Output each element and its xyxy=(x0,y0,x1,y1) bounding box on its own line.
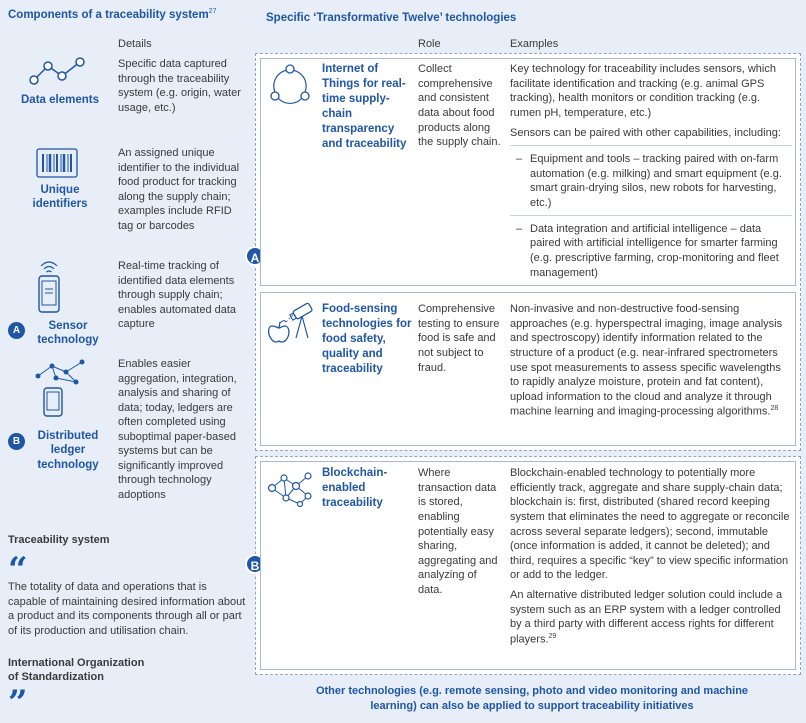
traceability-heading: Traceability system xyxy=(8,534,110,546)
barcode-icon xyxy=(36,148,78,178)
iot-bullet-1: – Equipment and tools – tracking paired with on-farm automation (e.g. milking) and smart equipment (e.g. smart grain-drying silos, new robots for harvesting, etc.) xyxy=(510,145,792,215)
open-quote-icon: “ xyxy=(8,550,28,590)
blockchain-examples-p1: Blockchain-enabled technology to potentially more efficiently track, aggregate and share supply-chain data; blockchain is: first, distributed (shared record keeping system that eliminates the need to aggregate or reconcile across several separate ledgers); second, immutable (once information is added, it cannot be deleted); and third, requires a specific “key” to view specific information or add to the ledger. xyxy=(510,467,790,582)
component-label-unique-identifiers: Unique identifiers xyxy=(32,184,88,211)
traceability-quote-body: The totality of data and operations that is capable of maintaining desired information about a product and its components through all or part of its production and utilisation chain. xyxy=(8,581,246,637)
food-sensing-icon xyxy=(266,298,316,344)
ledger-network-icon xyxy=(30,356,90,418)
iot-examples-p1: Key technology for traceability includes sensors, which facilitate identification and tracking (e.g. animal GPS tracking), health monitors or condition tracking (e.g. rumen pH, temperature, etc.) xyxy=(510,63,776,119)
traceability-quote-source: International Organization of Standardization xyxy=(8,657,145,684)
left-title: Components of a traceability system$^{27}$ xyxy=(8,8,217,21)
badge-b-right: B xyxy=(245,554,265,574)
iot-cycle-icon xyxy=(266,62,314,110)
component-detail-unique-identifiers: An assigned unique identifier to the individual food product for tracking along the supply chain; examples include RFID tag or barcodes xyxy=(118,147,240,232)
blockchain-examples-p2: An alternative distributed ledger solution could include a system such as an ERP system with a ledger controlled by a third party with different access rights for different players.$^{29}$ xyxy=(510,589,783,646)
examples-header: Examples xyxy=(510,38,559,50)
badge-a-left: A xyxy=(8,322,25,339)
tech-title-food-sensing: Food-sensing technologies for food safety, quality and traceability xyxy=(322,303,412,375)
sensor-phone-icon xyxy=(36,258,62,314)
component-detail-distributed-ledger: Enables easier aggregation, integration, analysis and sharing of data; today, ledgers are often completed using suboptimal paper-based systems but can be significantly improved through technology adoptions xyxy=(118,358,237,501)
details-header: Details xyxy=(118,38,152,50)
close-quote-icon: ” xyxy=(8,683,28,723)
iot-examples-p2: Sensors can be paired with other capabilities, including: xyxy=(510,126,781,139)
tech-role-iot: Collect comprehensive and consistent data about food products along the supply chain. xyxy=(418,63,501,149)
component-label-sensor-technology: Sensor technology xyxy=(37,320,99,347)
component-label-distributed-ledger: Distributed ledger technology xyxy=(37,430,99,471)
tech-role-blockchain: Where transaction data is stored, enabling potentially easy sharing, aggregating and analyzing of data. xyxy=(418,467,498,596)
badge-b-left: B xyxy=(8,433,25,450)
component-label-data-elements: Data elements xyxy=(21,94,99,106)
right-title: Specific ‘Transformative Twelve’ technologies xyxy=(266,12,517,24)
tech-examples-iot xyxy=(510,62,792,284)
tech-role-food-sensing: Comprehensive testing to ensure food is safe and not subject to fraud. xyxy=(418,303,500,374)
iot-bullet-2: – Data integration and artificial intelligence – data paired with artificial intelligence for smarter farming (e.g. prescriptive farming, crop-monitoring and fleet management) xyxy=(510,215,792,285)
tech-title-blockchain: Blockchain-enabled traceability xyxy=(322,467,388,509)
component-detail-sensor-technology: Real-time tracking of identified data elements through supply chain; enables automated data capture xyxy=(118,260,237,331)
role-header: Role xyxy=(418,38,441,50)
tech-title-iot: Internet of Things for real-time supply-chain transparency and traceability xyxy=(322,63,407,150)
tech-examples-blockchain xyxy=(510,466,792,652)
blockchain-network-icon xyxy=(264,468,316,510)
data-points-icon xyxy=(28,56,88,88)
component-detail-data-elements: Specific data captured through the traceability system (e.g. origin, water usage, etc.) xyxy=(118,58,241,114)
tech-examples-food-sensing: Non-invasive and non-destructive food-sensing approaches (e.g. hyperspectral imaging, image analysis and spectroscopy) identify information related to the structure of a product (e.g. near-infrared spectrometers use spot measurements to assess specific wavelengths to rapidly analyze moisture, protein and fat content), upload information to the cloud and analyze it through machine learning and imaging-processing algorithms.$^{28}$ xyxy=(510,303,783,419)
footer-note: Other technologies (e.g. remote sensing, photo and video monitoring and machine learning) can also be applied to support traceability initiatives xyxy=(315,685,749,712)
badge-a-right: A xyxy=(245,246,265,266)
